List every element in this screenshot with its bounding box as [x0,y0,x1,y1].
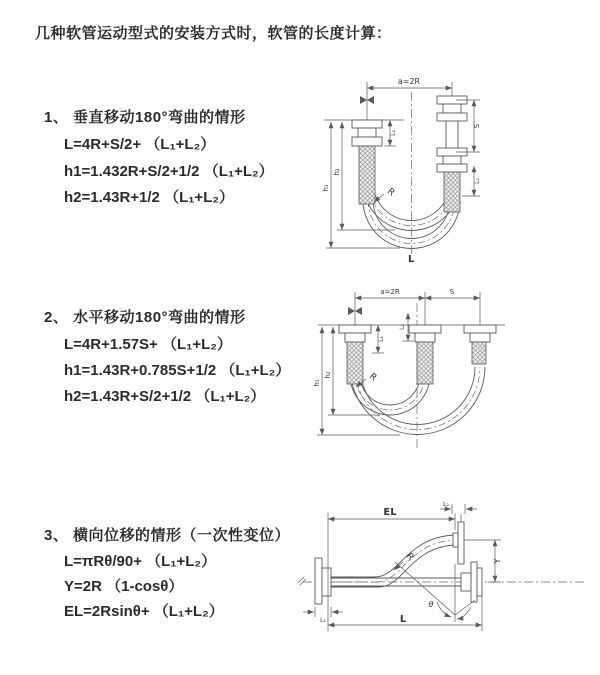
dim-label-l2: L₂ [399,324,406,330]
right-end-assembly [464,292,496,364]
section-3-formula-Y: Y=2R （1-cosθ） [64,578,184,595]
dim-label-theta: θ [428,600,434,609]
dim-label-l1: L₁ [320,617,326,624]
dim-label-L: L [408,254,415,265]
braided-section [444,172,460,212]
dim-label-l1: L₁ [378,336,385,342]
dim-label-r: R [367,371,379,384]
dim-label-s: S [449,288,455,296]
dim-label-h1: h₁ [313,379,321,387]
dimension-l1 [372,325,385,353]
page-title: 几种软管运动型式的安装方式时，软管的长度计算： [35,25,392,42]
dimension-l1 [384,120,397,146]
braided-section [347,342,363,384]
dim-label-r: R [403,551,416,563]
diagram-vertical-180-bend [300,70,595,265]
section-2-formula-L: L=4R+1.57S+ （L₁+L₂） [64,336,232,353]
dimension-l [328,595,482,631]
diagram-horizontal-180-bend [300,283,595,458]
left-end-assembly [339,304,371,384]
dimension-a2r [355,288,425,304]
braided-section [359,146,375,204]
dim-label-l2: L₂ [443,501,449,508]
dim-label-y: Y [493,558,502,564]
left-end-assembly [352,92,382,204]
middle-end-assembly [409,292,441,384]
radius-callout [374,187,396,202]
dim-label-l1: L₁ [390,130,397,136]
section-3-formula-EL: EL=2Rsinθ+ （L₁+L₂） [64,603,224,620]
dim-label-el: EL [383,507,397,518]
section-3-heading: 3、 横向位移的情形（一次性变位） [44,527,291,544]
dim-label-h1: h₁ [322,184,330,192]
radius-callout [394,552,415,570]
section-2-heading: 2、 水平移动180°弯曲的情形 [44,309,246,326]
dimension-a2r [367,77,452,94]
dimension-el [328,507,455,631]
section-2-formula-h2: h2=1.43R+S/2+1/2 （L₁+L₂） [64,388,266,405]
dim-label-a2r: a=2R [397,77,421,86]
dimension-s [425,288,480,298]
section-1-formula-L: L=4R+S/2+ （L₁+L₂） [64,136,216,153]
section-1-formula-h2: h2=1.43R+1/2 （L₁+L₂） [64,189,235,206]
section-1-formula-h1: h1=1.432R+S/2+1/2 （L₁+L₂） [64,163,274,180]
dimension-l1 [303,607,343,624]
dim-label-s: S [473,123,481,129]
section-1-heading: 1、 垂直移动180°弯曲的情形 [44,109,246,126]
section-2-formula-h1: h1=1.43R+0.785S+1/2 （L₁+L₂） [64,362,291,379]
curved-hose [331,535,458,587]
dim-label-h2: h₂ [324,371,332,379]
left-flange [315,558,331,604]
diagram-lateral-displacement [295,500,600,650]
dim-label-h2: h₂ [333,168,341,176]
centerline-break-mark [298,577,306,585]
radius-construction [395,562,475,622]
dim-label-l: L [399,614,407,625]
dim-label-a2r: a=2R [380,288,400,296]
braided-section [417,342,433,384]
right-end-assembly [437,82,467,212]
dim-label-r: R [385,186,397,199]
dimension-l2 [440,501,477,514]
braided-section [472,342,486,364]
section-3-formula-L: L=πRθ/90+ （L₁+L₂） [64,553,217,570]
dim-label-l2: L₂ [474,178,481,184]
